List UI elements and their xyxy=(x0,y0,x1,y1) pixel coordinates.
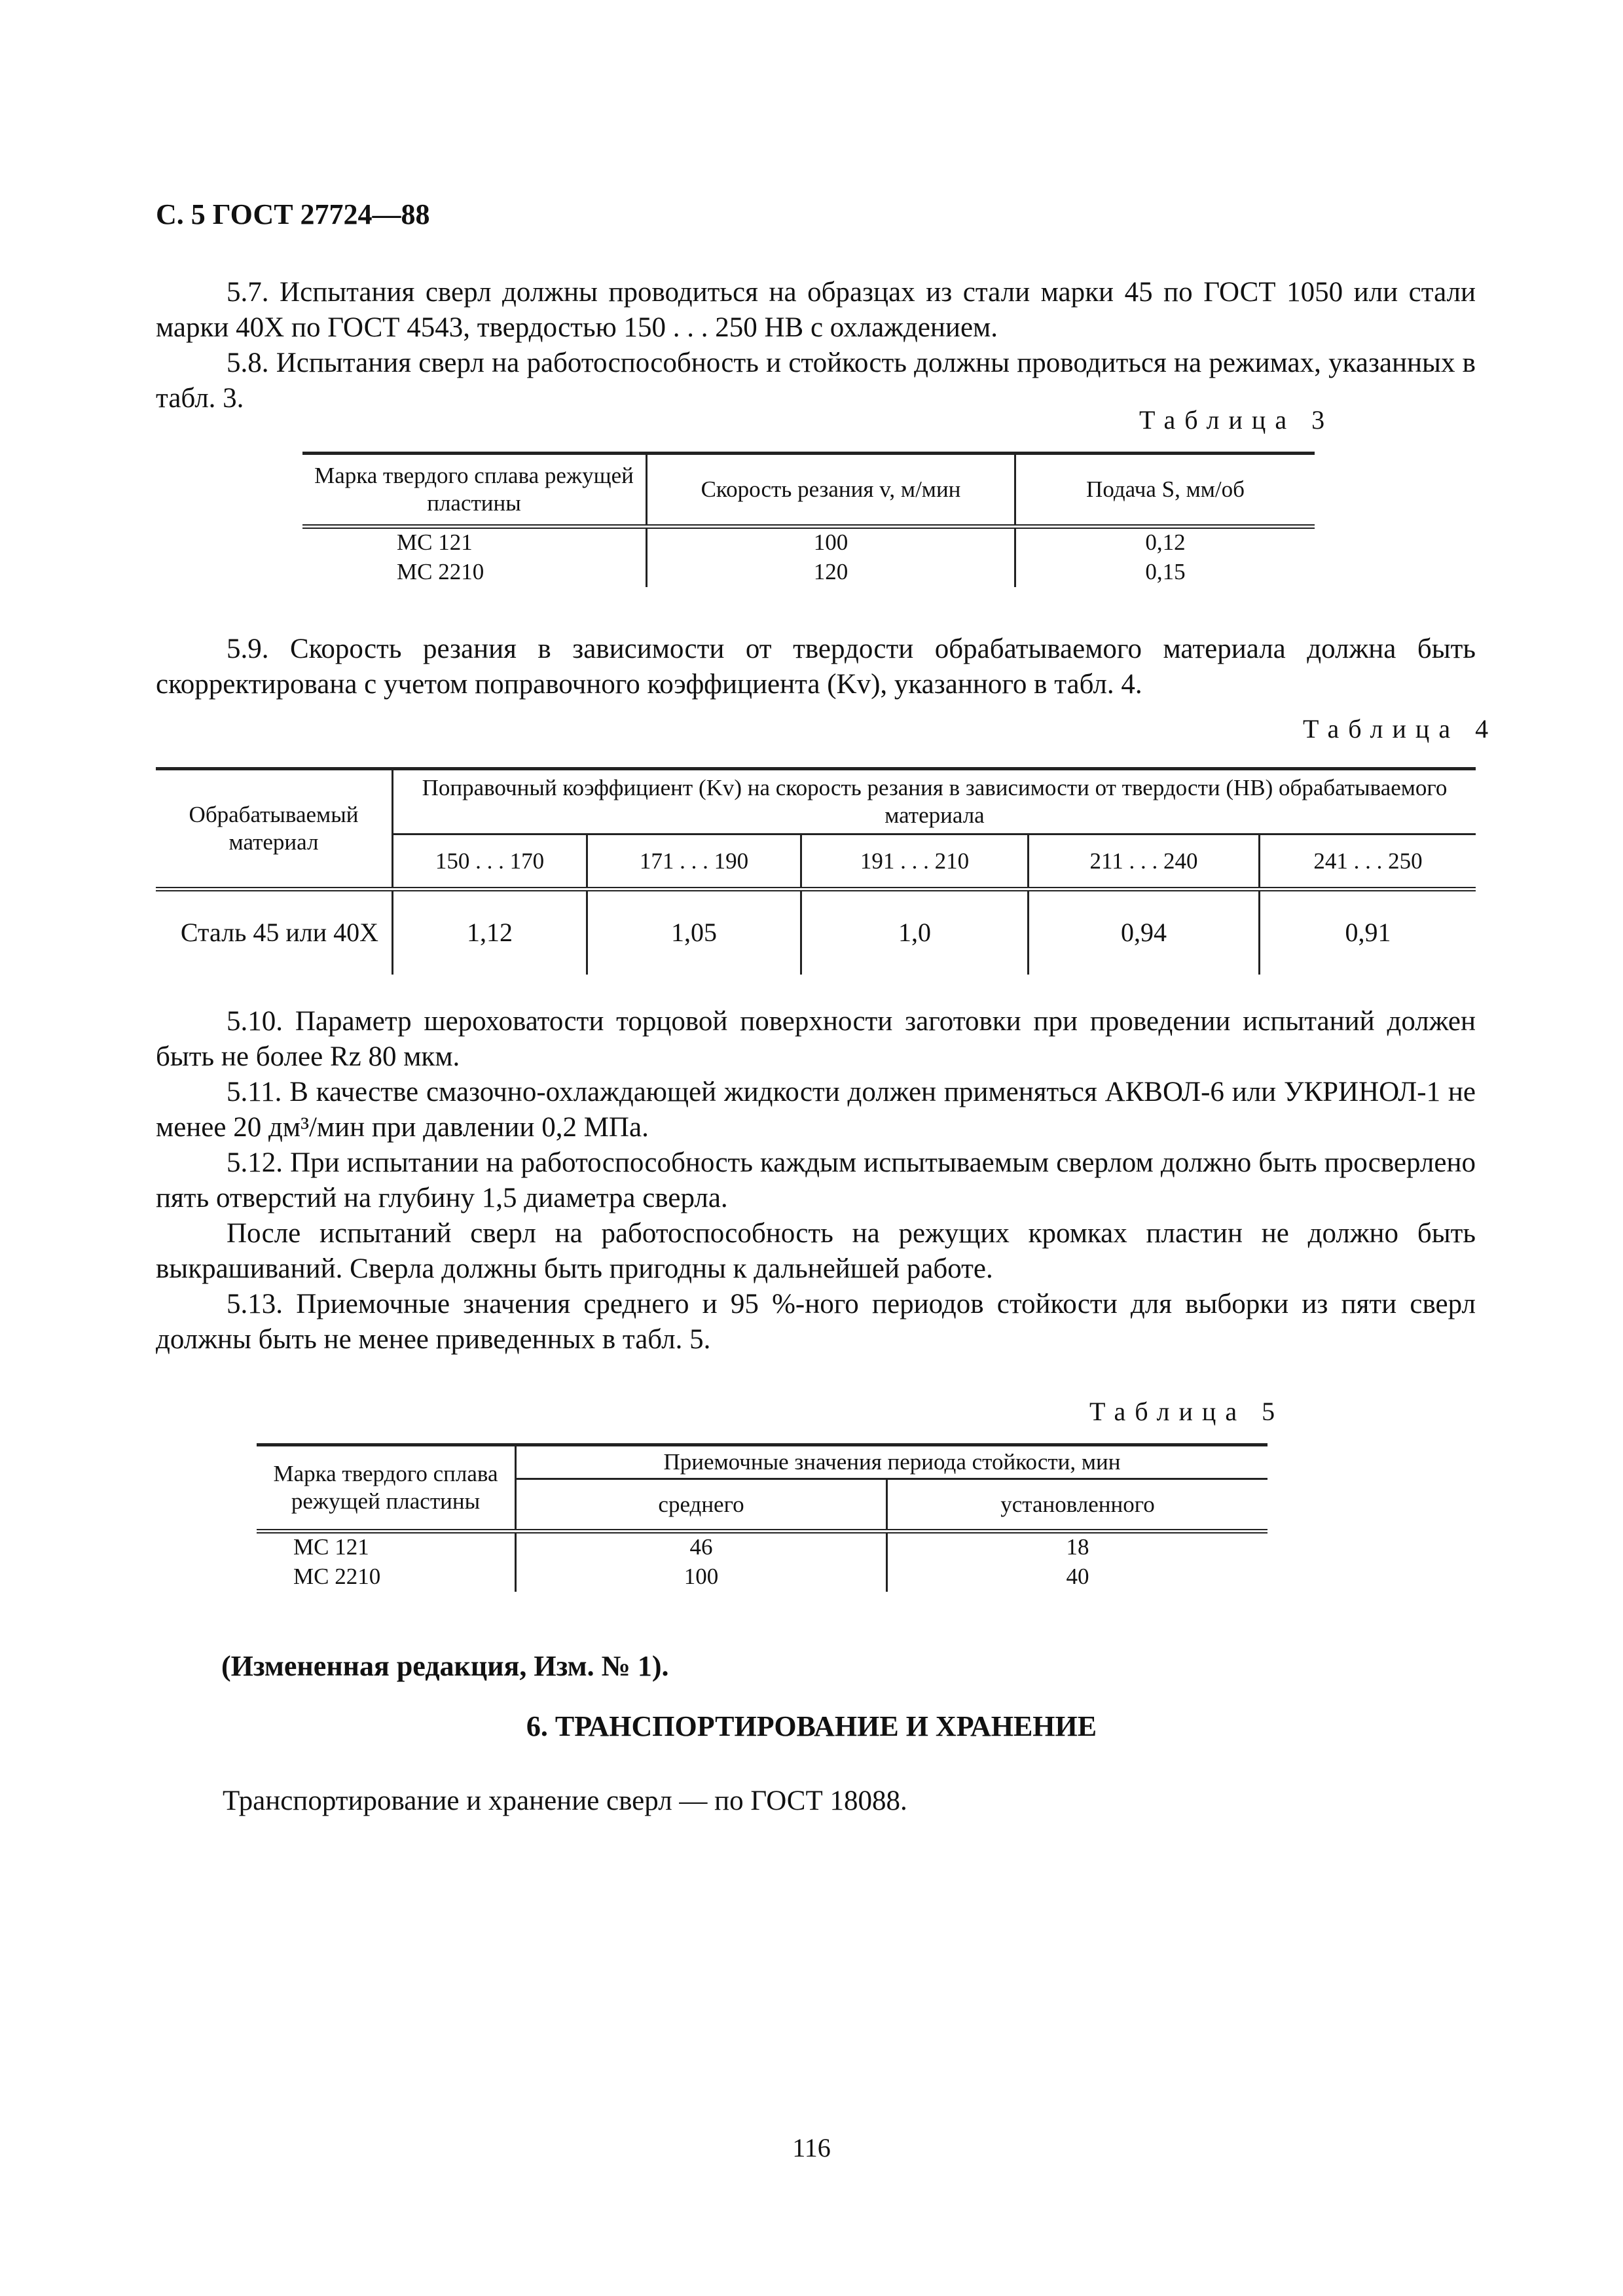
paragraph-5-11: 5.11. В качестве смазочно-охлаждающей жидкости должен применяться АКВОЛ-6 или УКРИНОЛ-1 не менее 20 дм³/мин при давлении 0,2 МПа. xyxy=(156,1077,1476,1143)
paragraph-5-12: 5.12. При испытании на работоспособность каждым испытываемым сверлом должно быть просверлено пять отверстий на глубину 1,5 диаметра сверла. xyxy=(156,1147,1476,1213)
table3-header-mark: Марка твердого сплава режущей пластины xyxy=(302,454,647,527)
table-row xyxy=(257,1532,1267,1562)
paragraphs-top xyxy=(156,275,1476,416)
paragraph-5-9-block xyxy=(156,632,1476,702)
section-text: Транспортирование и хранение сверл — по ГОСТ 18088. xyxy=(223,1785,907,1816)
section-title: 6. ТРАНСПОРТИРОВАНИЕ И ХРАНЕНИЕ xyxy=(526,1710,1097,1742)
paragraph-5-9: 5.9. Скорость резания в зависимости от твердости обрабатываемого материала должна быть скорректирована с учетом поправочного коэффициента (Kv), указанного в табл. 4. xyxy=(156,634,1476,700)
table3-cell: МС 2210 xyxy=(302,557,647,587)
table5-subheader: установленного xyxy=(1000,1491,1155,1517)
table4-material: Сталь 45 или 40Х xyxy=(156,889,393,975)
table4-cell: 0,94 xyxy=(1029,889,1260,975)
table5-subheader: среднего xyxy=(516,1479,887,1532)
paragraph-5-8: 5.8. Испытания сверл на работоспособность и стойкость должны проводиться на режимах, указанных в табл. 3. xyxy=(156,348,1476,414)
table-row xyxy=(156,889,1476,975)
table5-header-mark: Марка твердого сплава режущей пластины xyxy=(257,1445,516,1532)
table4-header-coef: Поправочный коэффициент (Kv) на скорость резания в зависимости от твердости (НВ) обрабатываемого материала xyxy=(393,769,1476,834)
table3 xyxy=(302,452,1315,587)
table4-cell: 1,05 xyxy=(587,889,801,975)
table4-cell: 1,0 xyxy=(801,889,1029,975)
paragraph-5-7: 5.7. Испытания сверл должны проводиться на образцах из стали марки 45 по ГОСТ 1050 или стали марки 40Х по ГОСТ 4543, твердостью 150 . . . 250 НВ с охлаждением. xyxy=(156,277,1476,343)
table3-cell: МС 121 xyxy=(302,527,647,557)
table5 xyxy=(257,1443,1267,1592)
amendment-note: (Измененная редакция, Изм. № 1). xyxy=(221,1650,669,1682)
table5-cell: МС 121 xyxy=(257,1532,516,1562)
table4-range: 171 . . . 190 xyxy=(587,834,801,889)
table3-cell: 0,12 xyxy=(1145,529,1186,556)
table4-range: 211 . . . 240 xyxy=(1029,834,1260,889)
paragraph-5-12-cont: После испытаний сверл на работоспособность на режущих кромках пластин не должно быть выкрашиваний. Сверла должны быть пригодны к дальнейшей работе. xyxy=(156,1218,1476,1284)
table4-caption: Таблица 4 xyxy=(1303,714,1498,744)
paragraph-5-13: 5.13. Приемочные значения среднего и 95 %-ного периодов стойкости для выборки из пяти сверл должны быть не менее приведенных в табл. 5. xyxy=(156,1289,1476,1355)
table4-header-material: Обрабатываемый материал xyxy=(156,769,393,889)
table3-caption: Таблица 3 xyxy=(1139,405,1334,435)
table5-caption: Таблица 5 xyxy=(1089,1397,1285,1426)
page-header: С. 5 ГОСТ 27724—88 xyxy=(156,198,430,230)
table3-cell: 100 xyxy=(647,527,1015,557)
table4-range: 241 . . . 250 xyxy=(1313,848,1423,874)
table3-header-feed: Подача S, мм/об xyxy=(1086,476,1245,502)
table-row xyxy=(257,1562,1267,1592)
table-row xyxy=(302,527,1315,557)
table5-cell: 100 xyxy=(516,1562,887,1592)
table4-range: 191 . . . 210 xyxy=(801,834,1029,889)
table4-cell: 1,12 xyxy=(393,889,587,975)
table-row xyxy=(302,557,1315,587)
table5-cell: 18 xyxy=(1066,1534,1089,1560)
page-number: 116 xyxy=(792,2133,831,2162)
table5-cell: 40 xyxy=(1066,1563,1089,1589)
table5-cell: МС 2210 xyxy=(257,1562,516,1592)
table4 xyxy=(156,767,1476,975)
table4-range: 150 . . . 170 xyxy=(393,834,587,889)
table4-cell: 0,91 xyxy=(1345,918,1391,948)
paragraphs-mid xyxy=(156,1004,1476,1357)
table5-header-group: Приемочные значения периода стойкости, мин xyxy=(516,1445,1268,1479)
paragraph-5-10: 5.10. Параметр шероховатости торцовой поверхности заготовки при проведении испытаний должен быть не более Rz 80 мкм. xyxy=(156,1006,1476,1072)
table3-header-speed: Скорость резания v, м/мин xyxy=(647,454,1015,527)
table3-cell: 120 xyxy=(647,557,1015,587)
table3-cell: 0,15 xyxy=(1145,558,1186,584)
table5-cell: 46 xyxy=(516,1532,887,1562)
